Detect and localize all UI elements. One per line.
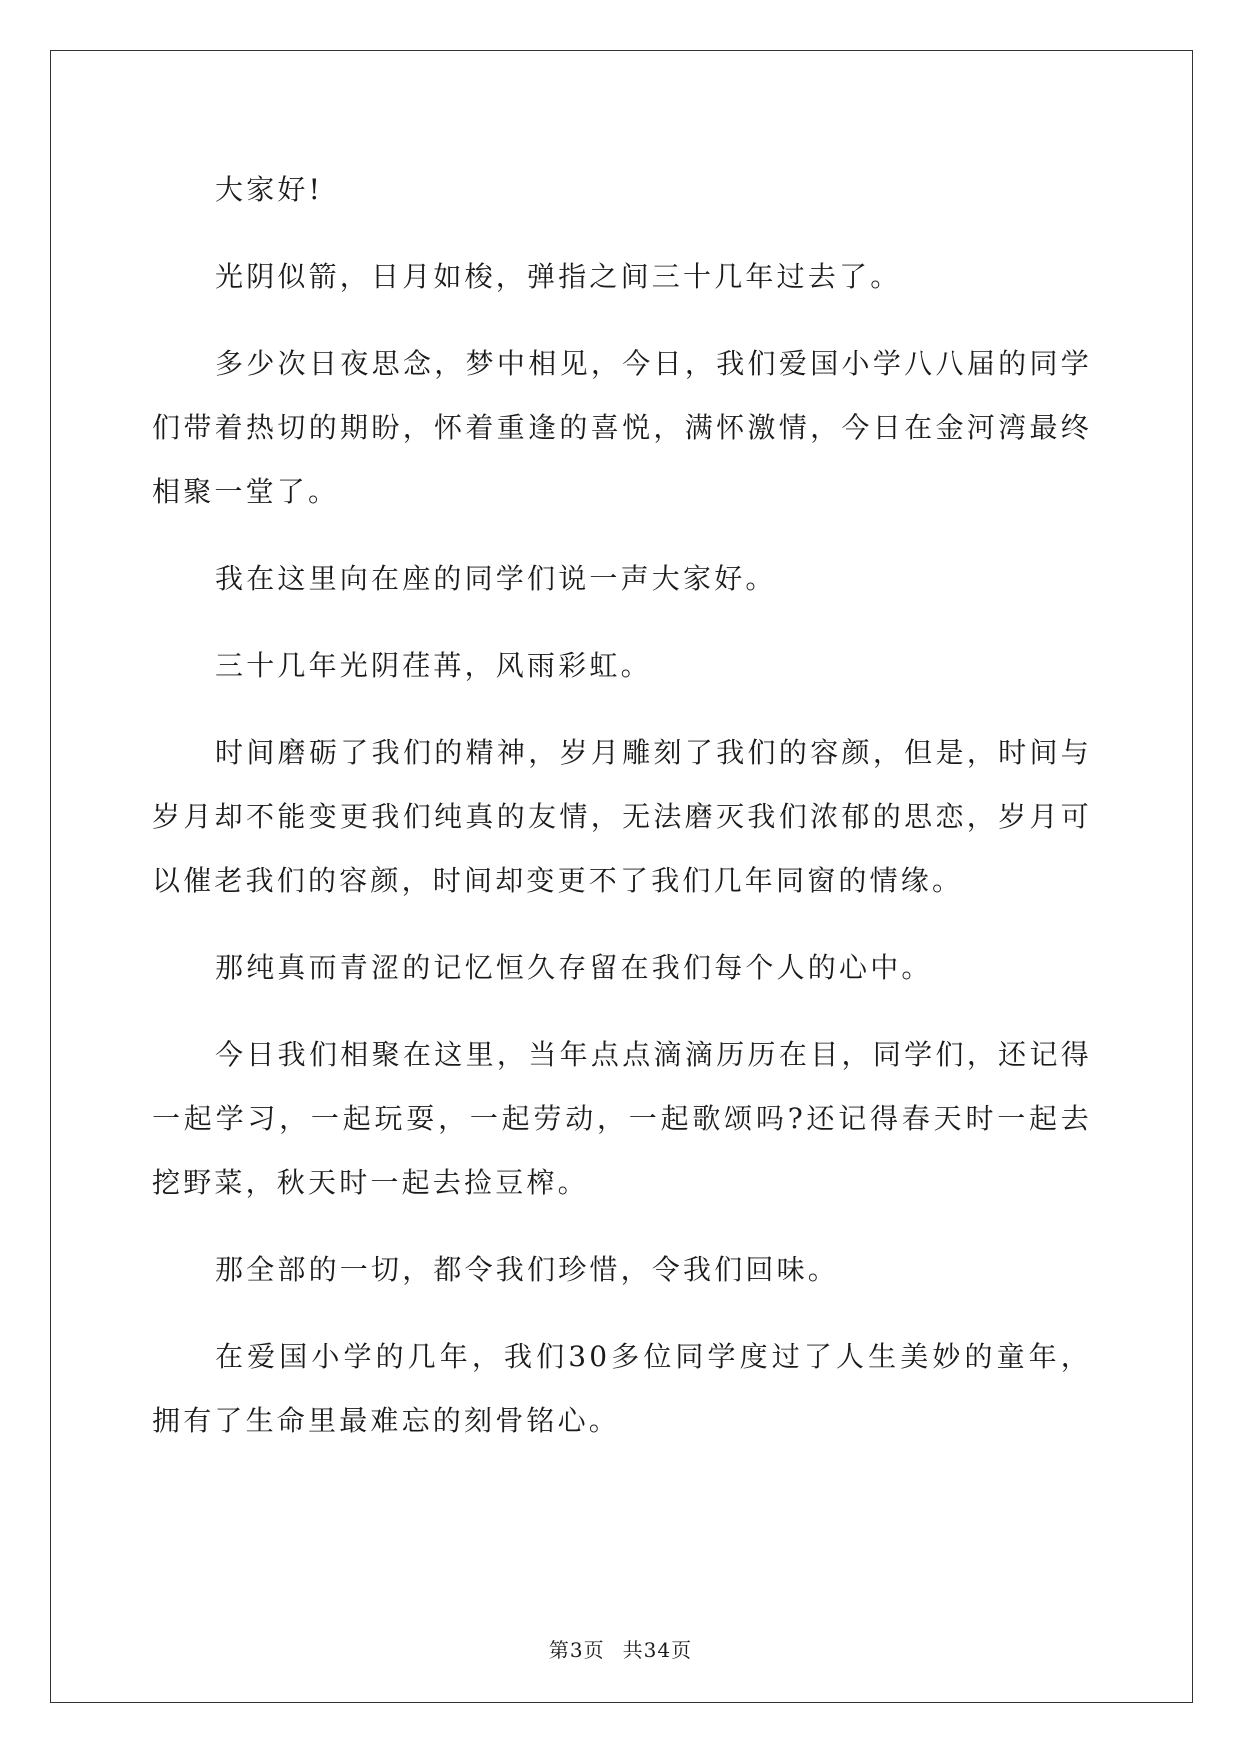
document-body bbox=[152, 158, 1092, 1453]
paragraph-hello: 我在这里向在座的同学们说一声大家好。 bbox=[215, 562, 777, 595]
page-number-current: 第3页 bbox=[548, 1638, 605, 1662]
paragraph-reunion: 多少次日夜思念，梦中相见，今日，我们爱国小学八八届的同学们带着热切的期盼，怀着重逢的喜悦，满怀激情，今日在金河湾最终相聚一堂了。 bbox=[152, 347, 1092, 508]
page-number-total: 共34页 bbox=[622, 1638, 693, 1662]
paragraph-cherish: 那全部的一切，都令我们珍惜，令我们回味。 bbox=[215, 1253, 840, 1286]
paragraph-years: 三十几年光阴荏苒，风雨彩虹。 bbox=[215, 649, 652, 682]
paragraph-time-flies: 光阴似箭，日月如梭，弹指之间三十几年过去了。 bbox=[215, 260, 902, 293]
paragraph-recall: 今日我们相聚在这里，当年点点滴滴历历在目，同学们，还记得一起学习，一起玩耍，一起劳动，一起歌颂吗?还记得春天时一起去挖野菜，秋天时一起去捡豆榨。 bbox=[152, 1038, 1092, 1199]
paragraph-memory: 那纯真而青涩的记忆恒久存留在我们每个人的心中。 bbox=[215, 951, 933, 984]
paragraph-greeting: 大家好! bbox=[215, 173, 324, 206]
paragraph-childhood: 在爱国小学的几年，我们30多位同学度过了人生美妙的童年，拥有了生命里最难忘的刻骨铭心。 bbox=[152, 1340, 1092, 1437]
paragraph-friendship: 时间磨砺了我们的精神，岁月雕刻了我们的容颜，但是，时间与岁月却不能变更我们纯真的友情，无法磨灭我们浓郁的思恋，岁月可以催老我们的容颜，时间却变更不了我们几年同窗的情缘。 bbox=[152, 736, 1092, 897]
page-footer bbox=[0, 1638, 1241, 1662]
